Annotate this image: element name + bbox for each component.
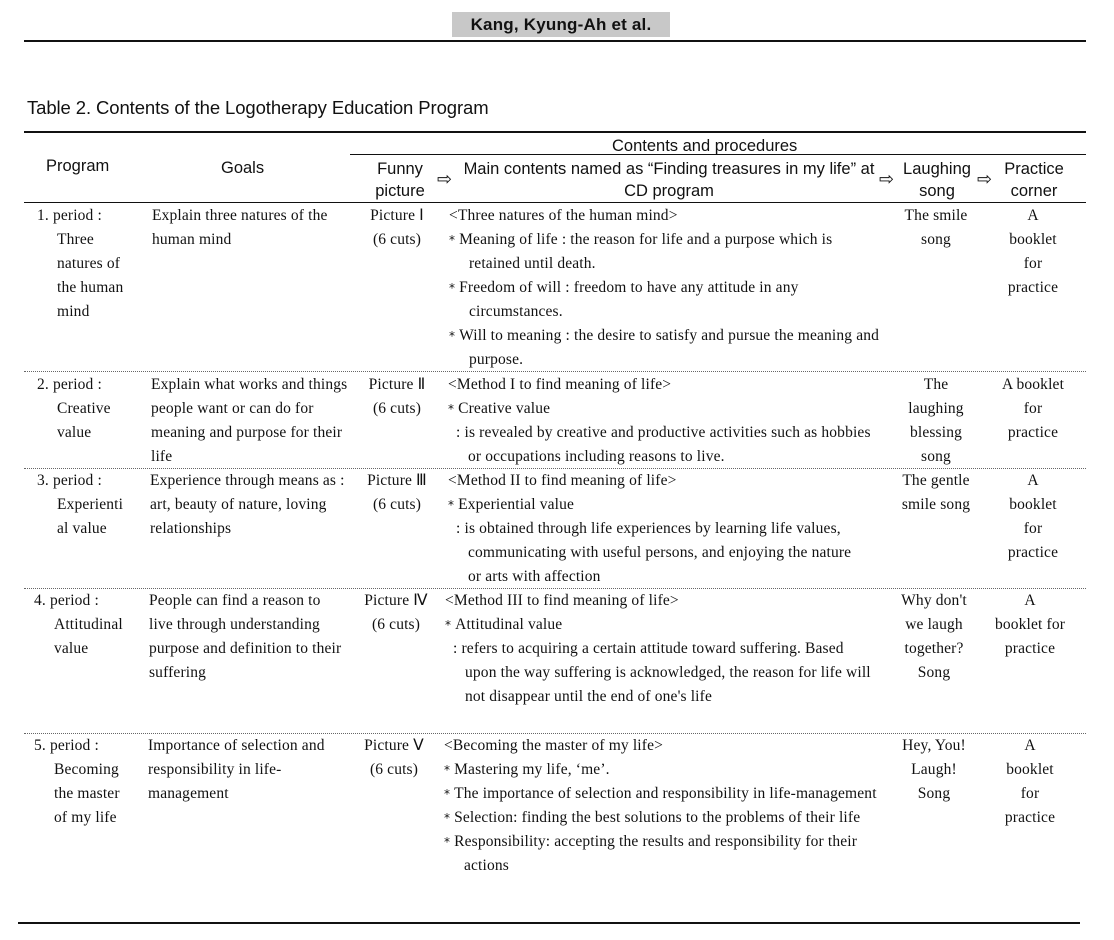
row1-program: 1. period : Three natures of the human mind xyxy=(37,207,124,320)
row5-goals: Importance of selection and responsibility in life-management xyxy=(148,737,325,802)
row2-contents: <Method I to find meaning of life> * Creative value : is revealed by creative and productive activities such as hobbies or occupations including reasons to live. xyxy=(448,373,880,469)
arrow-right-icon: ⇨ xyxy=(879,169,895,190)
row1-goals: Explain three natures of the human mind xyxy=(152,207,328,248)
row5-picture: Picture Ⅴ (6 cuts) xyxy=(364,737,424,778)
row5-program: 5. period : Becoming the master of my life xyxy=(34,737,120,826)
row2-practice: A booklet for practice xyxy=(1001,376,1065,441)
row3-program: 3. period : Experienti al value xyxy=(37,472,124,537)
table-top-rule xyxy=(24,131,1086,133)
header-bottom-rule xyxy=(24,202,1086,203)
header-goals: Goals xyxy=(221,159,265,177)
row1-practice: A booklet for practice xyxy=(1007,207,1059,296)
row2-song: The laughing blessing song xyxy=(908,376,964,465)
table-title: Table 2. Contents of the Logotherapy Education Program xyxy=(27,97,489,118)
row5-practice: A booklet for practice xyxy=(1004,737,1056,826)
header-practice-corner: Practice corner xyxy=(1004,160,1064,200)
header-funny-picture: Funny picture xyxy=(375,160,425,200)
row3-song: The gentle smile song xyxy=(901,472,971,513)
header-contents-procedures: Contents and procedures xyxy=(612,137,798,155)
arrow-right-icon: ⇨ xyxy=(977,169,993,190)
row2-picture: Picture Ⅱ (6 cuts) xyxy=(368,376,426,417)
header-program: Program xyxy=(46,157,110,175)
running-head: Kang, Kyung-Ah et al. xyxy=(452,12,670,37)
row4-picture: Picture Ⅳ (6 cuts) xyxy=(364,592,428,633)
row4-goals: People can find a reason to live through understanding purpose and definition to their suffering xyxy=(149,592,342,681)
header-main-contents: Main contents named as “Finding treasures in my life” at CD program xyxy=(463,160,875,200)
row1-contents: <Three natures of the human mind> * Meaning of life : the reason for life and a purpose which is retained until death. * Freedom of will : freedom to have any attitude in any circumstances. * Will to meaning : the desire to satisfy and pursue the meaning and purpose. xyxy=(449,204,881,372)
row1-song: The smile song xyxy=(904,207,968,248)
row3-practice: A booklet for practice xyxy=(1007,472,1059,561)
row3-contents: <Method II to find meaning of life> * Experiential value : is obtained through life experiences by learning life values, communicating with useful persons, and enjoying the nature or arts with affection xyxy=(448,469,868,589)
row5-contents: <Becoming the master of my life> * Mastering my life, ‘me’. * The importance of selection and responsibility in life-management * Selection: finding the best solutions to the problems of their life * Responsibility: accepting the results and responsibility for their actions xyxy=(444,734,880,878)
row3-picture: Picture Ⅲ (6 cuts) xyxy=(367,472,427,513)
row4-contents: <Method III to find meaning of life> * Attitudinal value : refers to acquiring a certain attitude toward suffering. Based upon the way suffering is acknowledged, the reason for life will not disappear until the end of one's life xyxy=(445,589,877,709)
row5-song: Hey, You! Laugh! Song xyxy=(902,737,966,802)
row4-practice: A booklet for practice xyxy=(994,592,1066,657)
row1-picture: Picture Ⅰ (6 cuts) xyxy=(370,207,424,248)
row3-goals: Experience through means as : art, beauty of nature, loving relationships xyxy=(150,472,345,537)
row2-goals: Explain what works and things people want or can do for meaning and purpose for their life xyxy=(151,376,348,465)
header-rule xyxy=(24,40,1086,42)
row4-program: 4. period : Attitudinal value xyxy=(34,592,123,657)
row2-program: 2. period : Creative value xyxy=(37,376,111,441)
header-laughing-song: Laughing song xyxy=(903,160,971,200)
table-bottom-rule xyxy=(18,922,1080,924)
row4-song: Why don't we laugh together? Song xyxy=(901,592,967,681)
arrow-right-icon: ⇨ xyxy=(437,169,453,190)
